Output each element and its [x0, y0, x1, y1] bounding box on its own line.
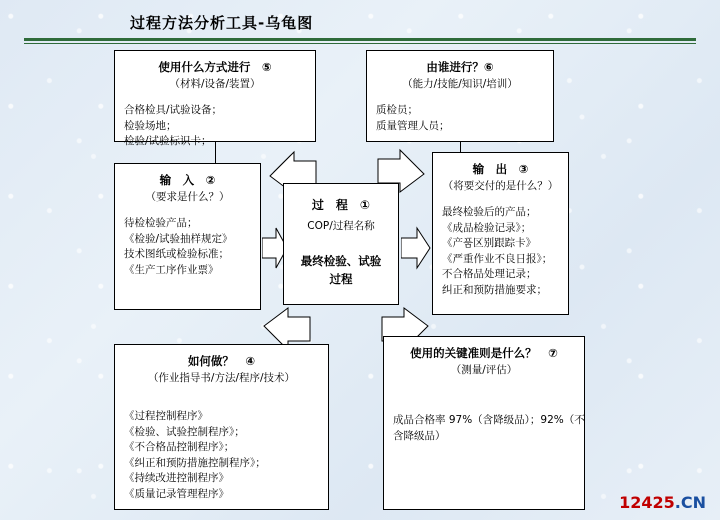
logo-number: 12425 [619, 493, 675, 512]
box-output-line: 最终检验后的产品； [442, 206, 537, 218]
box-method-line: 合格检具/试验设备； [124, 104, 223, 116]
box-method[interactable] [114, 50, 316, 147]
box-output-heading: 输 出 ③ [472, 162, 529, 176]
box-process[interactable] [283, 183, 399, 305]
title-rule-thin [24, 43, 696, 44]
box-kpi-lines [393, 413, 585, 444]
box-process-bottom-line: 最终检验、试验 [300, 254, 382, 268]
box-how[interactable] [114, 344, 329, 510]
box-kpi-heading: 使用的关键准则是什么？ ⑦ [410, 346, 558, 360]
box-input-subheading: （要求是什么？） [145, 191, 230, 203]
box-process-bottom [290, 252, 392, 288]
box-kpi-subheading: （测量/评估） [450, 364, 518, 376]
box-process-middle: COP/过程名称 [307, 220, 375, 232]
box-process-heading: 过 程 ① [311, 198, 371, 212]
box-process-bottom-line: 过程 [329, 272, 353, 286]
box-how-line: 《纠正和预防措施控制程序》； [124, 456, 266, 469]
box-output-line: 不合格品处理记录； [442, 268, 537, 280]
box-who[interactable] [366, 50, 554, 142]
box-how-subheading: （作业指导书/方法/程序/技术） [147, 372, 296, 384]
box-who-subheading: （能力/技能/知识/培训） [402, 78, 518, 90]
box-who-line: 质量管理人员； [376, 119, 450, 132]
box-input-lines [124, 216, 251, 278]
box-output-subheading: （将要交付的是什么？） [442, 180, 559, 192]
box-how-line: 《过程控制程序》 [124, 410, 208, 422]
box-input-line: 待检检验产品； [124, 217, 198, 229]
box-output-line: 《产품区别跟踪卡》 [442, 237, 537, 249]
box-output-line: 《成品检验记录》； [442, 221, 532, 234]
box-kpi-line: 含降级品） [393, 429, 446, 442]
box-input[interactable] [114, 163, 261, 310]
box-method-subheading: （材料/设备/装置） [169, 78, 261, 90]
box-input-line: 《检验/试验抽样规定》 [124, 232, 233, 245]
box-kpi[interactable] [383, 336, 585, 510]
box-who-lines [376, 103, 544, 134]
box-how-line: 《不合格品控制程序》； [124, 441, 235, 453]
page-title: 过程方法分析工具-乌龟图 [130, 14, 314, 32]
box-how-line: 《持续改进控制程序》 [124, 472, 229, 484]
box-method-lines [124, 103, 306, 150]
box-method-line: 检验场地； [124, 119, 177, 132]
box-output-line: 《严重作业不良日报》； [442, 252, 553, 265]
box-how-heading: 如何做？ ④ [187, 354, 256, 368]
box-how-line: 《检验、试验控制程序》； [124, 425, 245, 438]
box-input-line: 《生产工序作业票》 [124, 263, 219, 276]
box-input-line: 技术图纸或检验标准； [124, 248, 229, 260]
box-who-heading: 由谁进行？⑥ [426, 60, 494, 74]
site-logo [619, 493, 706, 512]
title-bar [0, 4, 720, 40]
box-output[interactable] [432, 152, 569, 315]
box-input-heading: 输 入 ② [159, 173, 216, 187]
box-who-line: 质检员； [376, 104, 418, 116]
title-rule-thick [24, 38, 696, 41]
logo-domain: .CN [674, 493, 706, 512]
box-method-heading: 使用什么方式进行 ⑤ [158, 60, 272, 74]
box-how-line: 《质量记录管理程序》 [124, 487, 229, 500]
box-output-lines [442, 205, 559, 298]
arrow-process-to-output [401, 226, 431, 270]
box-kpi-line: 成品合格率 97%（含降级品）；92%（不 [393, 414, 585, 426]
box-method-line: 检验/试验标识卡； [124, 135, 212, 147]
box-output-line: 纠正和预防措施要求； [442, 283, 547, 296]
box-how-lines [124, 409, 319, 502]
connector-who-down [460, 142, 461, 152]
